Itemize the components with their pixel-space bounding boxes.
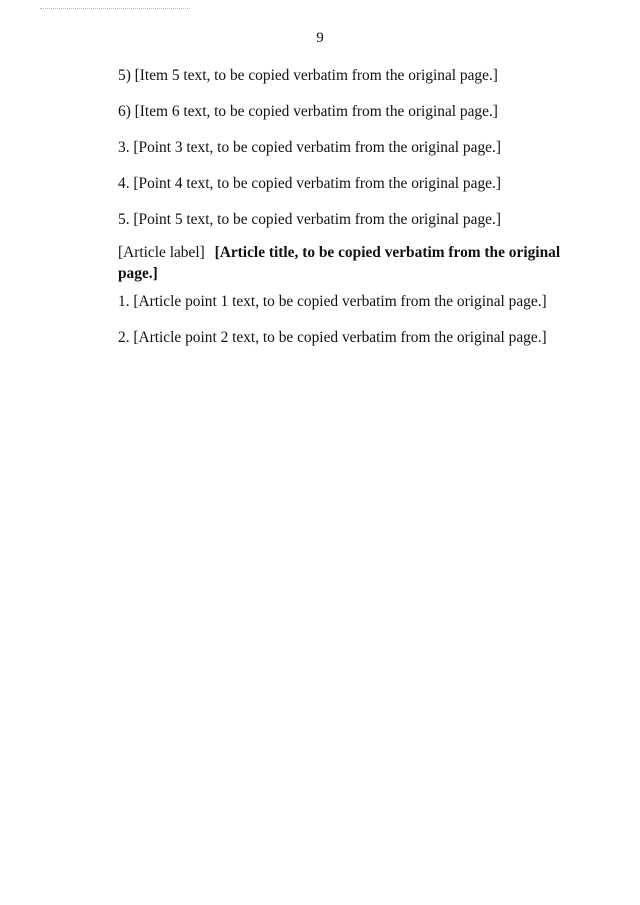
article-paragraph-1: 1. [Article point 1 text, to be copied verbatim from the original page.]: [118, 293, 547, 310]
paragraph-item-5: 5) [Item 5 text, to be copied verbatim from the original page.]: [118, 67, 498, 84]
article-paragraph-2: 2. [Article point 2 text, to be copied verbatim from the original page.]: [118, 329, 547, 346]
scan-artifact-line: [40, 8, 190, 10]
paragraph-item-6: 6) [Item 6 text, to be copied verbatim from the original page.]: [118, 103, 498, 120]
paragraph-point-4: 4. [Point 4 text, to be copied verbatim from the original page.]: [118, 175, 501, 192]
article-heading: [78, 242, 570, 284]
article-label: [Article label]: [118, 244, 205, 261]
article-title: [Article title, to be copied verbatim from the original page.]: [118, 244, 561, 282]
paragraph-point-5: 5. [Point 5 text, to be copied verbatim from the original page.]: [118, 211, 501, 228]
document-body: [78, 62, 570, 360]
page-number: 9: [316, 30, 324, 46]
paragraph-point-3: 3. [Point 3 text, to be copied verbatim from the original page.]: [118, 139, 501, 156]
